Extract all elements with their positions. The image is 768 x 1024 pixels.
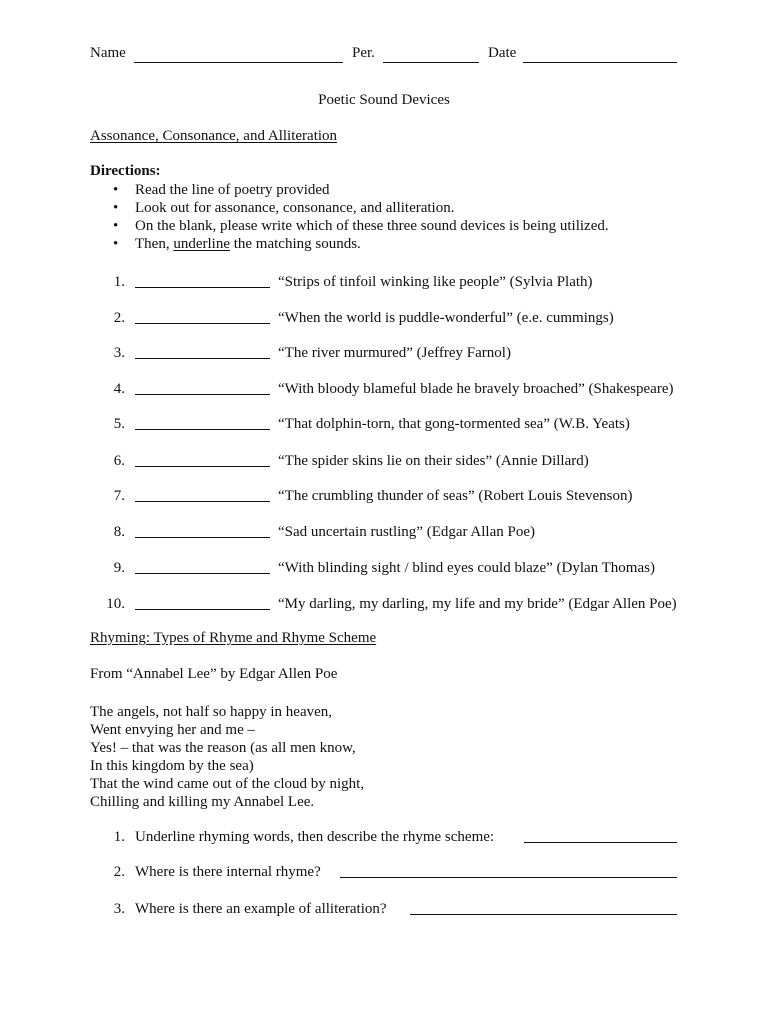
question-number: 7. bbox=[113, 488, 125, 504]
poem-line: Went envying her and me – bbox=[90, 722, 255, 738]
section-heading-rhyming: Rhyming: Types of Rhyme and Rhyme Scheme bbox=[90, 630, 377, 646]
period-blank[interactable] bbox=[383, 62, 479, 63]
answer-blank[interactable] bbox=[135, 287, 270, 288]
question-number: 3. bbox=[113, 345, 125, 361]
rhyme-question-row bbox=[0, 899, 768, 919]
question-number: 1. bbox=[113, 274, 125, 290]
direction-item: • Look out for assonance, consonance, and alliteration. bbox=[113, 199, 609, 217]
answer-blank[interactable] bbox=[135, 537, 270, 538]
question-number: 10. bbox=[106, 596, 125, 612]
date-blank[interactable] bbox=[523, 62, 677, 63]
answer-blank[interactable] bbox=[135, 358, 270, 359]
poem-excerpt bbox=[90, 703, 364, 811]
answer-blank[interactable] bbox=[135, 466, 270, 467]
question-row bbox=[0, 272, 768, 292]
question-text: “With bloody blameful blade he bravely broached” (Shakespeare) bbox=[278, 381, 674, 397]
answer-blank[interactable] bbox=[340, 877, 677, 878]
question-number: 2. bbox=[113, 864, 125, 880]
directions-label: Directions: bbox=[90, 163, 161, 179]
answer-blank[interactable] bbox=[135, 394, 270, 395]
question-text: “The spider skins lie on their sides” (Annie Dillard) bbox=[278, 453, 589, 469]
answer-blank[interactable] bbox=[135, 501, 270, 502]
question-text: “The river murmured” (Jeffrey Farnol) bbox=[278, 345, 511, 361]
name-blank[interactable] bbox=[134, 62, 343, 63]
question-text: “Sad uncertain rustling” (Edgar Allan Poe) bbox=[278, 524, 536, 540]
direction-prefix: Then, bbox=[135, 236, 174, 252]
question-number: 1. bbox=[113, 829, 125, 845]
question-row bbox=[0, 558, 768, 578]
section-heading-sound-devices: Assonance, Consonance, and Alliteration bbox=[90, 128, 338, 144]
direction-suffix: the matching sounds. bbox=[229, 236, 361, 252]
name-label: Name bbox=[90, 45, 126, 61]
direction-underlined-word: underline bbox=[173, 236, 230, 252]
answer-blank[interactable] bbox=[135, 429, 270, 430]
question-text: “That dolphin-torn, that gong-tormented sea” (W.B. Yeats) bbox=[278, 416, 630, 432]
question-row bbox=[0, 486, 768, 506]
answer-blank[interactable] bbox=[135, 573, 270, 574]
poem-line: The angels, not half so happy in heaven, bbox=[90, 704, 333, 720]
question-number: 3. bbox=[113, 901, 125, 917]
question-number: 9. bbox=[113, 560, 125, 576]
answer-blank[interactable] bbox=[135, 323, 270, 324]
question-text: “With blinding sight / blind eyes could blaze” (Dylan Thomas) bbox=[278, 560, 655, 576]
poem-source: From “Annabel Lee” by Edgar Allen Poe bbox=[90, 666, 338, 682]
poem-line: Yes! – that was the reason (as all men know, bbox=[90, 740, 356, 756]
question-text: Where is there internal rhyme? bbox=[135, 864, 321, 880]
answer-blank[interactable] bbox=[524, 842, 677, 843]
question-text: “When the world is puddle-wonderful” (e.e. cummings) bbox=[278, 310, 614, 326]
question-text: Where is there an example of alliteration? bbox=[135, 901, 387, 917]
question-number: 8. bbox=[113, 524, 125, 540]
question-row bbox=[0, 379, 768, 399]
poem-line: In this kingdom by the sea) bbox=[90, 758, 254, 774]
rhyme-question-row bbox=[0, 862, 768, 882]
direction-item: • On the blank, please write which of these three sound devices is being utilized. bbox=[113, 217, 609, 235]
answer-blank[interactable] bbox=[135, 609, 270, 610]
question-text: Underline rhyming words, then describe the rhyme scheme: bbox=[135, 829, 495, 845]
poem-line: Chilling and killing my Annabel Lee. bbox=[90, 794, 315, 810]
period-label: Per. bbox=[352, 45, 375, 61]
question-number: 6. bbox=[113, 453, 125, 469]
question-text: “The crumbling thunder of seas” (Robert Louis Stevenson) bbox=[278, 488, 633, 504]
question-text: “Strips of tinfoil winking like people” (Sylvia Plath) bbox=[278, 274, 593, 290]
answer-blank[interactable] bbox=[410, 914, 677, 915]
question-row bbox=[0, 308, 768, 328]
question-text: “My darling, my darling, my life and my bride” (Edgar Allen Poe) bbox=[278, 596, 677, 612]
question-row bbox=[0, 594, 768, 614]
directions-list bbox=[113, 181, 609, 253]
poem-line: That the wind came out of the cloud by night, bbox=[90, 776, 365, 792]
direction-item: • Read the line of poetry provided bbox=[113, 181, 609, 199]
question-number: 4. bbox=[113, 381, 125, 397]
rhyme-question-row bbox=[0, 827, 768, 847]
date-label: Date bbox=[488, 45, 517, 61]
question-row bbox=[0, 414, 768, 434]
question-number: 5. bbox=[113, 416, 125, 432]
page-title: Poetic Sound Devices bbox=[318, 92, 450, 108]
question-row bbox=[0, 451, 768, 471]
direction-item bbox=[113, 235, 609, 253]
question-row bbox=[0, 343, 768, 363]
question-number: 2. bbox=[113, 310, 125, 326]
question-row bbox=[0, 522, 768, 542]
